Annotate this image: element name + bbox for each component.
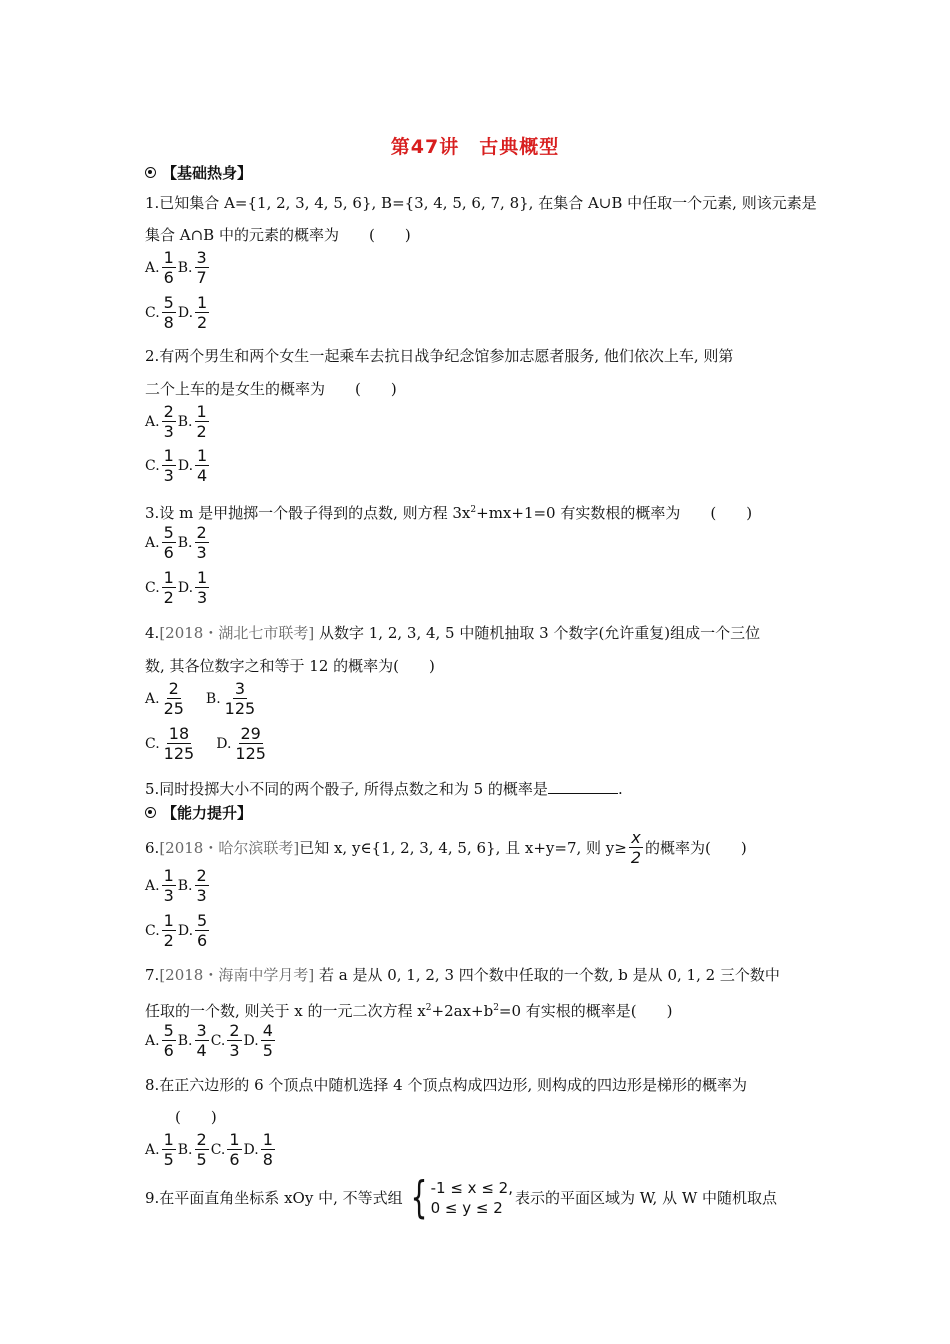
fraction [162, 1130, 176, 1169]
denominator: 3 [229, 1041, 240, 1060]
denominator: 4 [196, 1041, 207, 1060]
fraction [195, 523, 209, 562]
question-9-text-b: 表示的平面区域为 W, 从 W 中随机取点 [514, 1189, 778, 1207]
option-label: D. [243, 1141, 259, 1158]
question-2-line-2: 二个上车的是女生的概率为 ( ) [145, 380, 397, 398]
inequality-system [405, 1172, 513, 1223]
option-label: D. [243, 1032, 259, 1049]
denominator: 6 [163, 268, 174, 287]
question-1-options-ab [145, 248, 211, 287]
question-7-line-1 [145, 966, 780, 984]
fraction [223, 679, 258, 718]
denominator: 8 [163, 313, 174, 332]
fraction [162, 911, 176, 950]
denominator: 125 [163, 744, 195, 763]
denominator: 2 [197, 313, 208, 332]
question-4-line-2: 数, 其各位数字之和等于 12 的概率为( ) [145, 657, 435, 675]
question-7-options [145, 1021, 277, 1060]
question-3-text-b: +mx+1=0 有实数根的概率为 ( ) [476, 504, 753, 522]
fraction [261, 1021, 275, 1060]
denominator: 8 [262, 1150, 273, 1169]
option-label: A. [145, 877, 160, 894]
fraction [227, 1021, 241, 1060]
question-6-options-cd [145, 911, 211, 950]
numerator: 4 [262, 1021, 273, 1040]
question-1-line-1: 1.已知集合 A={1, 2, 3, 4, 5, 6}, B={3, 4, 5, 6, 7, 8}, 在集合 A∪B 中任取一个元素, 则该元素是 [145, 194, 817, 212]
numerator: 1 [163, 568, 174, 587]
option-label: B. [177, 1141, 193, 1158]
question-6-line-1 [145, 828, 747, 867]
inequality-row-1: -1 ≤ x ≤ 2, [430, 1179, 513, 1197]
question-source: [2018・海南中学月考] [159, 966, 315, 984]
numerator: 1 [229, 1130, 240, 1149]
numerator: 2 [196, 866, 207, 885]
question-number: 7. [145, 966, 160, 984]
numerator: 1 [163, 248, 174, 267]
fraction [195, 911, 209, 950]
question-9-line-1 [145, 1172, 778, 1223]
question-3-text-a: 3.设 m 是甲抛掷一个骰子得到的点数, 则方程 3x [145, 504, 471, 522]
numerator: 1 [197, 293, 208, 312]
question-number: 4. [145, 624, 160, 642]
denominator: 4 [197, 466, 208, 485]
denominator: 125 [235, 744, 266, 763]
numerator: 1 [197, 568, 208, 587]
option-label: B. [177, 534, 193, 551]
option-label: A. [145, 534, 160, 551]
numerator: 2 [196, 1130, 207, 1149]
option-label: C. [210, 1032, 226, 1049]
page-title: 第47讲 古典概型 [390, 136, 560, 158]
denominator: 5 [262, 1041, 273, 1060]
option-label: D. [177, 457, 194, 474]
question-6-options-ab [145, 866, 211, 905]
denominator: 2 [163, 588, 174, 607]
numerator: 2 [163, 402, 174, 421]
inequality-rows [431, 1178, 513, 1218]
option-label: A. [145, 690, 160, 707]
option-label: C. [145, 735, 160, 752]
answer-blank[interactable] [548, 779, 618, 794]
denominator: 3 [163, 466, 174, 485]
numerator: 1 [196, 402, 207, 421]
denominator: 7 [196, 268, 207, 287]
fraction [195, 293, 209, 332]
fraction [195, 568, 209, 607]
option-label: C. [145, 922, 160, 939]
question-8-line-2: ( ) [175, 1108, 217, 1126]
denominator: 3 [196, 886, 207, 905]
option-label: D. [177, 579, 194, 596]
question-3-line-1 [145, 501, 752, 522]
section-header-advanced [145, 802, 252, 823]
fraction [162, 402, 176, 441]
question-1-options-cd [145, 293, 211, 332]
numerator: 5 [163, 1021, 174, 1040]
denominator: 6 [229, 1150, 240, 1169]
denominator: 25 [163, 699, 184, 718]
question-2-line-1: 2.有两个男生和两个女生一起乘车去抗日战争纪念馆参加志愿者服务, 他们依次上车, 则第 [145, 347, 734, 365]
question-4-options-ab [145, 679, 259, 718]
option-label: A. [145, 259, 160, 276]
fraction [162, 679, 186, 718]
option-label: B. [177, 413, 193, 430]
option-label: D. [216, 735, 232, 752]
question-8-line-1: 8.在正六边形的 6 个顶点中随机选择 4 个顶点构成四边形, 则构成的四边形是梯形的概率为 [145, 1076, 748, 1094]
numerator: 5 [197, 911, 208, 930]
fraction [162, 248, 176, 287]
fraction [195, 1021, 209, 1060]
question-7-text-b: +2ax+b [431, 1002, 494, 1020]
numerator: 1 [197, 446, 208, 465]
fraction [629, 828, 643, 867]
fraction [162, 446, 176, 485]
numerator: 2 [229, 1021, 240, 1040]
fraction [227, 1130, 241, 1169]
numerator: 1 [163, 446, 174, 465]
question-3-options-cd [145, 568, 211, 607]
exponent: 2 [425, 1003, 432, 1013]
denominator: 6 [163, 543, 174, 562]
fraction [162, 568, 176, 607]
numerator: 29 [240, 724, 261, 743]
option-label: B. [177, 259, 193, 276]
brace-icon: { [410, 1172, 428, 1223]
question-4-text: 从数字 1, 2, 3, 4, 5 中随机抽取 3 个数字(允许重复)组成一个三位 [314, 624, 761, 642]
question-source: [2018・哈尔滨联考] [159, 838, 300, 857]
inequality-row-2: 0 ≤ y ≤ 2 [430, 1199, 503, 1217]
exponent: 2 [493, 1003, 499, 1013]
question-8-options [145, 1130, 277, 1169]
question-source: [2018・湖北七市联考] [159, 624, 315, 642]
denominator: 2 [163, 931, 174, 950]
section-label: 【基础热身】 [162, 164, 253, 182]
fraction [195, 248, 209, 287]
question-7-text: 若 a 是从 0, 1, 2, 3 四个数中任取的一个数, b 是从 0, 1, 2 三个数中 [314, 966, 780, 984]
target-icon [145, 167, 156, 178]
numerator: 5 [163, 523, 174, 542]
numerator: 1 [163, 911, 174, 930]
numerator: 1 [262, 1130, 273, 1149]
option-label: D. [177, 304, 194, 321]
question-5-text: 5.同时投掷大小不同的两个骰子, 所得点数之和为 5 的概率是 [145, 780, 548, 798]
question-7-line-2 [145, 999, 673, 1020]
denominator: 125 [224, 699, 256, 718]
option-label: C. [145, 304, 160, 321]
fraction [261, 1130, 275, 1169]
option-label: D. [177, 922, 194, 939]
exponent: 2 [470, 505, 477, 515]
option-label: C. [145, 457, 160, 474]
numerator: 2 [168, 679, 179, 698]
question-6-text-b: 的概率为( ) [645, 838, 747, 857]
fraction [195, 402, 209, 441]
denominator: 5 [163, 1150, 174, 1169]
fraction [162, 293, 176, 332]
option-label: B. [177, 877, 193, 894]
fraction [195, 866, 209, 905]
numerator: 5 [163, 293, 174, 312]
question-2-options-ab [145, 402, 211, 441]
denominator: 6 [197, 931, 208, 950]
option-label: B. [177, 1032, 193, 1049]
question-7-text-c: =0 有实根的概率是( ) [498, 1002, 673, 1020]
denominator: 3 [163, 422, 174, 441]
question-1-line-2: 集合 A∩B 中的元素的概率为 ( ) [145, 226, 411, 244]
denominator: 3 [163, 886, 174, 905]
numerator: 3 [196, 248, 207, 267]
option-label: C. [210, 1141, 226, 1158]
fraction [233, 724, 268, 763]
numerator: x [631, 828, 641, 847]
option-label: A. [145, 413, 160, 430]
numerator: 3 [234, 679, 246, 698]
fraction [162, 866, 176, 905]
question-9-text-a: 9.在平面直角坐标系 xOy 中, 不等式组 [145, 1189, 403, 1207]
question-4-options-cd [145, 724, 270, 763]
section-label: 【能力提升】 [162, 804, 253, 822]
numerator: 1 [163, 1130, 174, 1149]
numerator: 2 [196, 523, 207, 542]
denominator: 2 [196, 422, 207, 441]
fraction [162, 1021, 176, 1060]
denominator: 3 [197, 588, 208, 607]
question-5-end: . [617, 780, 623, 798]
question-number: 6. [145, 838, 160, 857]
question-7-text-a: 任取的一个数, 则关于 x 的一元二次方程 x [145, 1002, 426, 1020]
section-header-basic [145, 162, 252, 183]
question-4-line-1 [145, 624, 760, 642]
fraction [162, 523, 176, 562]
option-label: A. [145, 1032, 160, 1049]
question-3-options-ab [145, 523, 211, 562]
denominator: 5 [196, 1150, 207, 1169]
option-label: C. [145, 579, 160, 596]
question-2-options-cd [145, 446, 211, 485]
question-6-text-a: 已知 x, y∈{1, 2, 3, 4, 5, 6}, 且 x+y=7, 则 y≥ [299, 838, 627, 857]
denominator: 6 [163, 1041, 174, 1060]
numerator: 1 [163, 866, 174, 885]
fraction [162, 724, 197, 763]
fraction [195, 1130, 209, 1169]
numerator: 3 [196, 1021, 207, 1040]
option-label: A. [145, 1141, 160, 1158]
fraction [195, 446, 209, 485]
target-icon [145, 807, 156, 818]
option-label: B. [205, 690, 221, 707]
denominator: 2 [630, 848, 642, 867]
question-5-line-1 [145, 779, 623, 798]
denominator: 3 [196, 543, 207, 562]
numerator: 18 [168, 724, 190, 743]
